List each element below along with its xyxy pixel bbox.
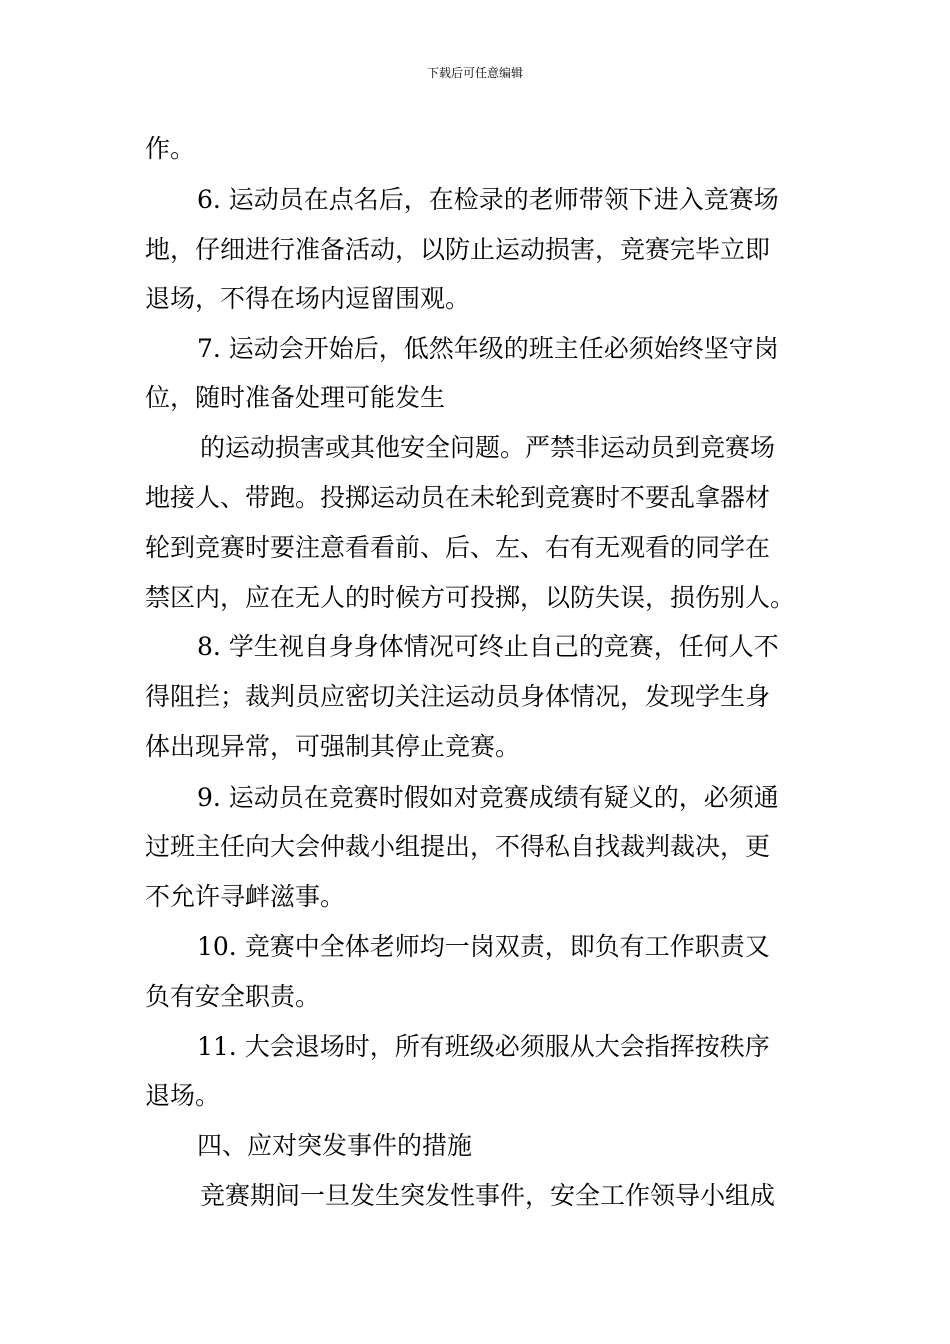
text-line: 退场，不得在场内逗留围观。 xyxy=(145,284,471,313)
section-heading: 四、应对突发事件的措施 xyxy=(197,1131,473,1160)
text-line: 竞赛期间一旦发生突发性事件，安全工作领导小组成 xyxy=(200,1181,776,1210)
text-line: 禁区内，应在无人的时候方可投掷，以防失误，损伤别人。 xyxy=(145,583,796,612)
text-line: 6. 运动员在点名后，在检录的老师带领下进入竞赛场 xyxy=(197,185,779,214)
text-line: 8. 学生视自身身体情况可终止自己的竞赛，任何人不 xyxy=(197,632,779,661)
text-line: 负有安全职责。 xyxy=(145,982,321,1011)
text-line: 的运动损害或其他安全问题。严禁非运动员到竞赛场 xyxy=(200,433,776,462)
text-line: 10. 竞赛中全体老师均一岗双责，即负有工作职责又 xyxy=(197,932,770,961)
text-line: 不允许寻衅滋事。 xyxy=(145,882,346,911)
text-line: 地接人、带跑。投掷运动员在未轮到竞赛时不要乱拿器材 xyxy=(145,483,771,512)
text-line: 体出现异常，可强制其停止竞赛。 xyxy=(145,732,521,761)
text-line: 9. 运动员在竞赛时假如对竞赛成绩有疑义的，必须通 xyxy=(197,783,779,812)
text-line: 位，随时准备处理可能发生 xyxy=(145,383,446,412)
text-line: 轮到竞赛时要注意看看前、后、左、右有无观看的同学在 xyxy=(145,533,771,562)
text-line: 得阻拦；裁判员应密切关注运动员身体情况，发现学生身 xyxy=(145,682,771,711)
text-line: 7. 运动会开始后，低然年级的班主任必须始终坚守岗 xyxy=(197,334,779,363)
page-header: 下载后可任意编辑 xyxy=(426,66,523,80)
text-line: 11. 大会退场时，所有班级必须服从大会指挥按秩序 xyxy=(197,1032,770,1061)
text-line: 地，仔细进行准备活动，以防止运动损害，竞赛完毕立即 xyxy=(145,235,771,264)
text-line: 作。 xyxy=(145,134,196,163)
text-line: 退场。 xyxy=(145,1081,221,1110)
text-line: 过班主任向大会仲裁小组提出，不得私自找裁判裁决，更 xyxy=(145,832,771,861)
